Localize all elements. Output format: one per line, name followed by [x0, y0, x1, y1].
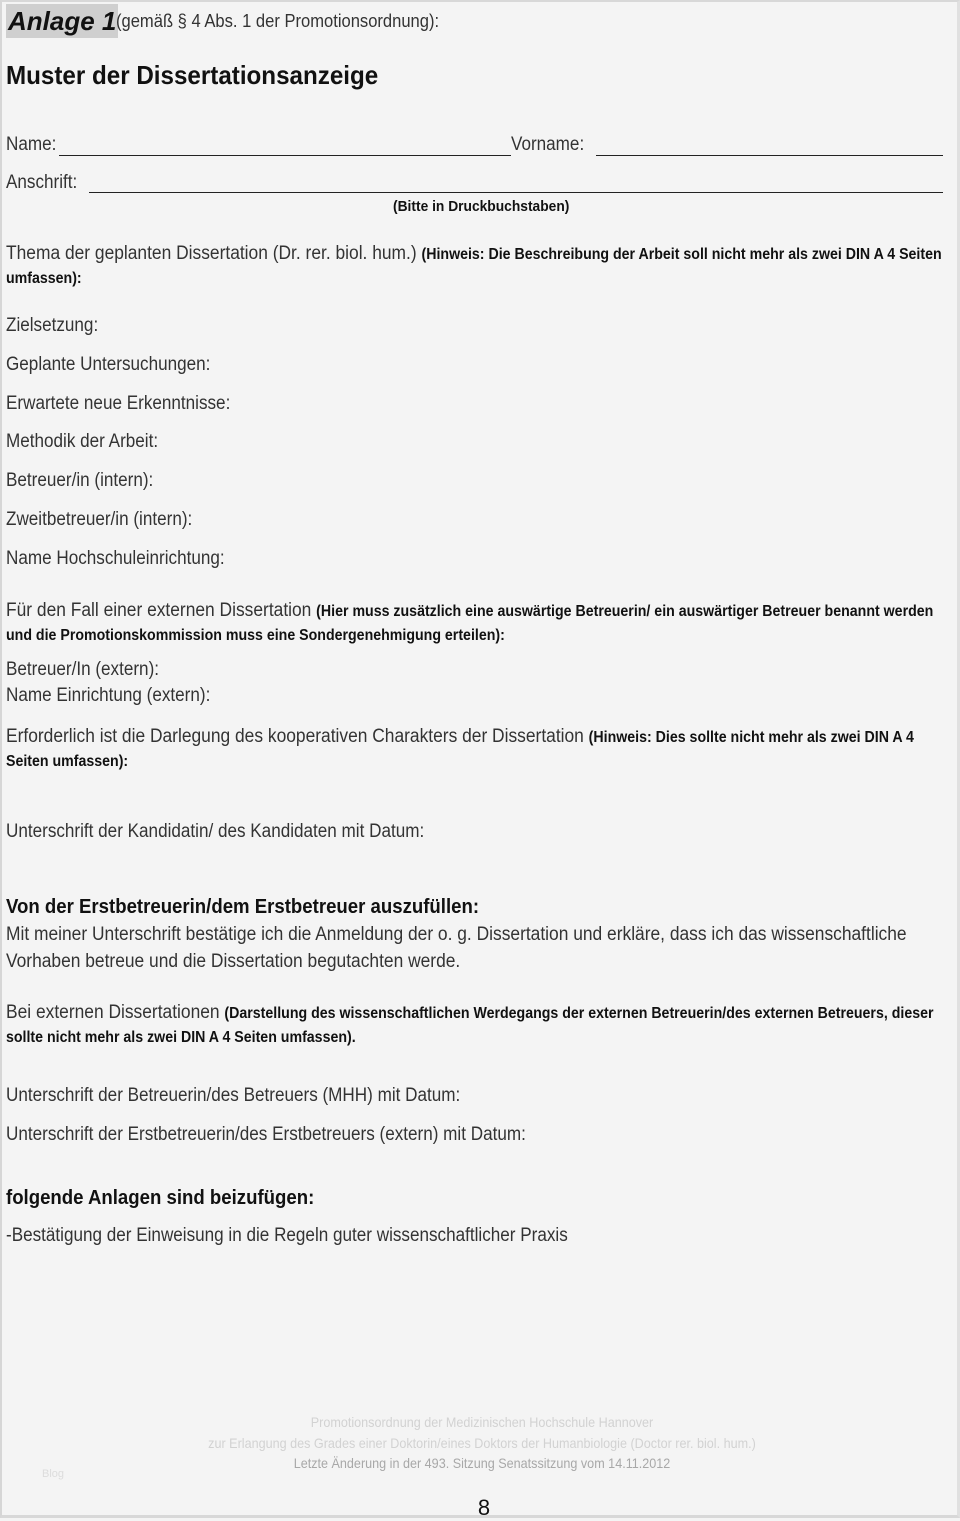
footer-line-1: Promotionsordnung der Medizinischen Hochschule Hannover — [310, 1414, 654, 1430]
footer-line-2: zur Erlangung des Grades einer Doktorin/eines Doktors der Humanbiologie (Doctor rer. biol. hum.) — [208, 1435, 756, 1451]
field-zweitbetreuer-intern: Zweitbetreuer/in (intern): — [6, 509, 193, 530]
thema-hint: (Hinweis: Die Beschreibung der Arbeit soll nicht mehr als zwei DIN A 4 Seiten umfassen): — [6, 246, 942, 287]
anschrift-label: Anschrift: — [6, 172, 78, 193]
anlagen-item: -Bestätigung der Einweisung in die Regeln guter wissenschaftlicher Praxis — [6, 1225, 568, 1246]
field-betreuer-intern: Betreuer/in (intern): — [6, 470, 154, 491]
name-label: Name: — [6, 134, 57, 155]
footer-line-3: Letzte Änderung in der 493. Sitzung Senatssitzung vom 14.11.2012 — [293, 1455, 671, 1471]
field-erwartete-erkenntnisse: Erwartete neue Erkenntnisse: — [6, 393, 231, 414]
mhh-signature-label: Unterschrift der Betreuerin/des Betreuers (MHH) mit Datum: — [6, 1085, 461, 1106]
field-hochschuleinrichtung: Name Hochschuleinrichtung: — [6, 548, 225, 569]
erstbetreuer-heading: Von der Erstbetreuerin/dem Erstbetreuer auszufüllen: — [6, 896, 480, 918]
vorname-label: Vorname: — [511, 134, 585, 155]
field-methodik: Methodik der Arbeit: — [6, 431, 159, 452]
extern-label: Für den Fall einer externen Dissertation — [6, 600, 317, 621]
anlagen-heading: folgende Anlagen sind beizufügen: — [6, 1187, 315, 1209]
kooperativ-paragraph — [6, 725, 958, 774]
page-number: 8 — [477, 1495, 491, 1520]
name-field[interactable] — [59, 155, 511, 156]
field-betreuer-extern: Betreuer/In (extern): — [6, 659, 160, 680]
kooperativ-hint: (Hinweis: Dies sollte nicht mehr als zwei DIN A 4 Seiten umfassen): — [6, 729, 914, 770]
field-einrichtung-extern: Name Einrichtung (extern): — [6, 685, 211, 706]
kooperativ-label: Erforderlich ist die Darlegung des kooperativen Charakters der Dissertation — [6, 726, 589, 747]
anschrift-field[interactable] — [89, 192, 943, 193]
field-geplante-untersuchungen: Geplante Untersuchungen: — [6, 354, 211, 375]
watermark: Blog — [42, 1468, 65, 1480]
print-note: (Bitte in Druckbuchstaben) — [393, 198, 570, 215]
vorname-field[interactable] — [596, 155, 943, 156]
anlage-label: Anlage 1 — [8, 6, 117, 36]
thema-label: Thema der geplanten Dissertation (Dr. rer. biol. hum.) — [6, 243, 422, 264]
extern-paragraph — [6, 599, 958, 648]
anlage-subtitle: (gemäß § 4 Abs. 1 der Promotionsordnung): — [116, 11, 440, 31]
candidate-signature-label: Unterschrift der Kandidatin/ des Kandidaten mit Datum: — [6, 821, 425, 842]
extern-diss-label: Bei externen Dissertationen — [6, 1002, 225, 1023]
thema-paragraph — [6, 242, 958, 291]
extern-signature-label: Unterschrift der Erstbetreuerin/des Erstbetreuers (extern) mit Datum: — [6, 1124, 526, 1145]
erstbetreuer-text-block — [6, 922, 958, 976]
extern-diss-paragraph — [6, 1001, 958, 1050]
extern-hint: (Hier muss zusätzlich eine auswärtige Betreuerin/ ein auswärtiger Betreuer benannt werden und die Promotionskommission muss eine Sondergenehmigung erteilen): — [6, 603, 934, 644]
erstbetreuer-text: Mit meiner Unterschrift bestätige ich die Anmeldung der o. g. Dissertation und erkläre, dass ich das wissenschaftliche Vorhaben betreue und die Dissertation begutachten werde. — [6, 924, 907, 972]
page-title: Muster der Dissertationsanzeige — [6, 60, 379, 90]
field-zielsetzung: Zielsetzung: — [6, 315, 99, 336]
extern-diss-hint: (Darstellung des wissenschaftlichen Werdegangs der externen Betreuerin/des externen Betreuers, dieser sollte nicht mehr als zwei DIN A 4 Seiten umfassen). — [6, 1005, 934, 1046]
